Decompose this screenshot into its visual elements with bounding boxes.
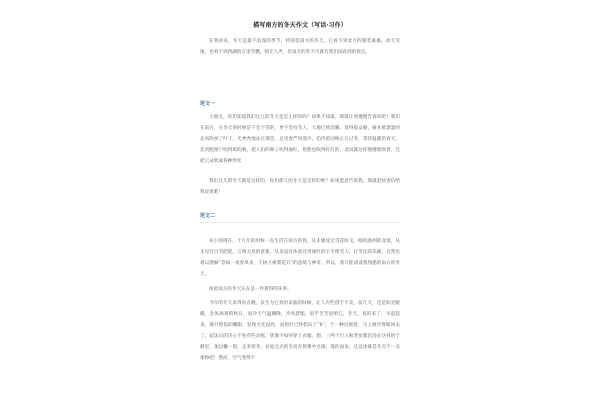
section-heading-2: 范文二 — [200, 213, 216, 219]
page-title: 描写南方的冬天作文（写话·习作） — [253, 22, 347, 29]
section-divider — [200, 222, 400, 223]
section1-paragraph-1: 小朋友，你们知道我们这儿的冬天是怎么样的吗？如果不知道，那就让我慢慢告诉你吧！我们在南方，在冬天的时候是不会下雪的，更不会有雪人，大地已经沉睡，显得很安静，树木被萧瑟的北风吹掉了叶子，光秃秃地站在那里，总受着严风寒冷，怕冷的动物正在过冬，等待温暖的春天。北风肥窗户吹得呜呜响，把人们的鼻子吹得通红，把脸也吹得红红的，北风就这样慢慢地吹着，还把云朵吹成各种形状 — [200, 115, 400, 164]
section1-paragraph-2: 我们这儿的冬天就是这样的，你们那儿的冬天是怎样的呢？如果愿意告诉我，那就赶快寄信给我说说吧！ — [200, 179, 400, 195]
document-page — [180, 0, 420, 400]
intro-paragraph: 在我看来，冬天是最不浪漫的季节，特别是南方的冬天，它看不到北方的银装素裹、冰天雪地，也看不到西湖的万里雪飘，悄无人声，但南方的冬天可就有我们没看到的忧点。 — [200, 39, 400, 55]
section2-paragraph-1: 从小到现在，十几年的时候一直生活在南方的我，从未感受过雪花纷飞，刚风凛冽的北境，从未见过白雪皑皑，万物无息的景象，从来没有体验过用通红的小手堆雪人，打雪仗的乐趣，自然也难以理解“忽如一夜春风来，千树万树梨花开”的意境与神奇。所以，我只能谈谈我熟悉的南方的冬天。 — [200, 239, 400, 277]
section-heading-1: 范文一 — [200, 101, 216, 107]
section2-paragraph-3: 今年的冬天来得有点晚，以至为它真的来临的时候，让人有些措手不及，前几天，还是阳光暖暖，金风飒爽的秋日，而冷天气温骤降，冷风瑟缩，似乎苦苦说明它，冬天，真的来了，早起起来，静开惺忪的睡眼，发现天还没亮，而指针已经指向了“6”，于一种出被窝，马上被冷得缩回去了。起床后的决心不免有些动摇，犹豫不如何穿上衣服，想，三两个行人和老屋都沉浸在这样的宁静里，加以懒一般，走来寒冬，居屋点点的光亮在晨雾中点缀，蓬约而来，还以冰暮是冬点不一点柔和吧！然而，空气变得不 — [200, 301, 400, 361]
section2-paragraph-2: 体验南方的冬天实在是一件难得的乐事。 — [209, 287, 292, 292]
